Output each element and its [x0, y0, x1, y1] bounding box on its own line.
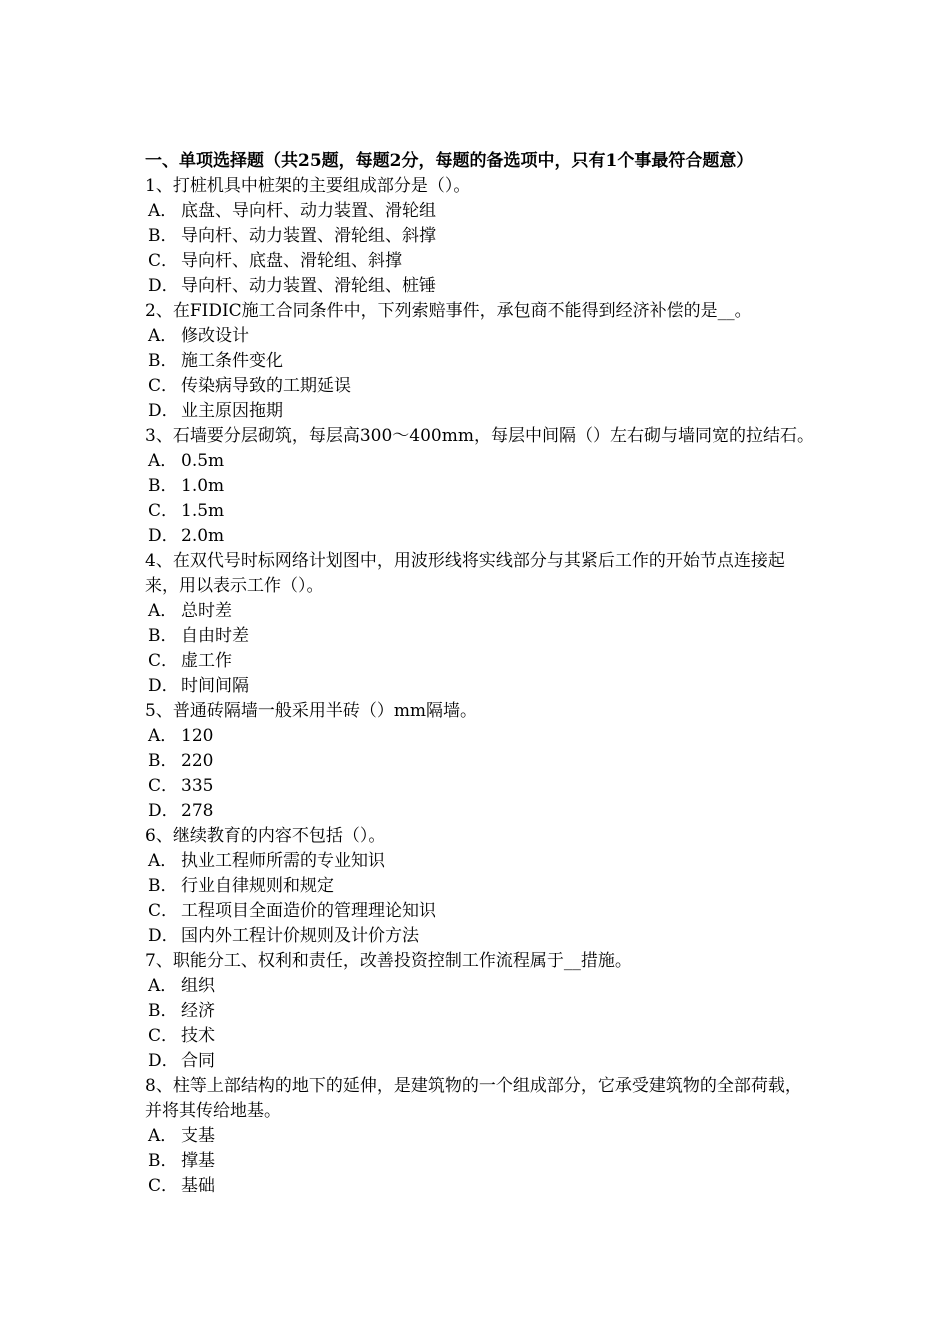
option-letter: D． [148, 276, 179, 296]
option-c [145, 374, 815, 399]
option-a [145, 599, 815, 624]
option-text: 自由时差 [181, 626, 249, 646]
option-letter: C． [148, 901, 179, 921]
option-letter: D． [148, 676, 179, 696]
option-text: 虚工作 [181, 651, 232, 671]
option-text: 工程项目全面造价的管理理论知识 [181, 901, 436, 921]
question-stem: 4、在双代号时标网络计划图中，用波形线将实线部分与其紧后工作的开始节点连接起来，用以表示工作（）。 [145, 551, 785, 596]
option-letter: B． [148, 226, 178, 246]
question-stem: 8、柱等上部结构的地下的延伸，是建筑物的一个组成部分，它承受建筑物的全部荷载，并将其传给地基。 [145, 1076, 802, 1121]
option-letter: B． [148, 351, 178, 371]
option-letter: A． [148, 976, 178, 996]
option-c [145, 499, 815, 524]
option-text: 0.5m [181, 451, 225, 471]
option-d [145, 274, 815, 299]
option-letter: A． [148, 1126, 178, 1146]
option-b [145, 749, 815, 774]
option-c [145, 899, 815, 924]
option-a [145, 449, 815, 474]
question-6 [145, 824, 815, 949]
option-letter: A． [148, 726, 178, 746]
option-letter: C． [148, 1176, 179, 1196]
option-letter: A． [148, 851, 178, 871]
option-text: 1.5m [181, 501, 225, 521]
option-letter: D． [148, 801, 179, 821]
option-text: 业主原因拖期 [181, 401, 283, 421]
option-d [145, 674, 815, 699]
option-text: 传染病导致的工期延误 [181, 376, 351, 396]
option-text: 导向杆、动力装置、滑轮组、斜撑 [181, 226, 436, 246]
option-text: 技术 [181, 1026, 215, 1046]
question-stem: 6、继续教育的内容不包括（）。 [145, 826, 386, 846]
option-a [145, 1124, 815, 1149]
option-c [145, 774, 815, 799]
option-d [145, 399, 815, 424]
option-d [145, 799, 815, 824]
option-letter: D． [148, 526, 179, 546]
question-list [145, 174, 815, 1199]
option-letter: D． [148, 926, 179, 946]
question-7 [145, 949, 815, 1074]
document-page [145, 149, 815, 1199]
option-d [145, 1049, 815, 1074]
option-text: 经济 [181, 1001, 215, 1021]
option-text: 时间间隔 [181, 676, 249, 696]
option-text: 1.0m [181, 476, 225, 496]
option-letter: C． [148, 376, 179, 396]
option-letter: C． [148, 251, 179, 271]
question-8 [145, 1074, 815, 1199]
option-text: 导向杆、动力装置、滑轮组、桩锤 [181, 276, 436, 296]
option-letter: B． [148, 751, 178, 771]
option-b [145, 349, 815, 374]
option-letter: A． [148, 451, 178, 471]
option-c [145, 249, 815, 274]
option-d [145, 924, 815, 949]
question-stem: 1、打桩机具中桩架的主要组成部分是（）。 [145, 176, 471, 196]
question-stem: 5、普通砖隔墙一般采用半砖（）mm隔墙。 [145, 701, 478, 721]
option-c [145, 1174, 815, 1199]
option-letter: B． [148, 476, 178, 496]
option-b [145, 999, 815, 1024]
option-a [145, 974, 815, 999]
option-text: 335 [181, 776, 214, 796]
option-letter: C． [148, 776, 179, 796]
option-text: 总时差 [181, 601, 232, 621]
option-d [145, 524, 815, 549]
question-stem: 7、职能分工、权利和责任，改善投资控制工作流程属于__措施。 [145, 951, 632, 971]
option-letter: C． [148, 651, 179, 671]
option-text: 导向杆、底盘、滑轮组、斜撑 [181, 251, 402, 271]
option-letter: C． [148, 1026, 179, 1046]
option-text: 修改设计 [181, 326, 249, 346]
option-text: 执业工程师所需的专业知识 [181, 851, 385, 871]
option-a [145, 199, 815, 224]
option-letter: A． [148, 601, 178, 621]
option-letter: C． [148, 501, 179, 521]
option-text: 220 [181, 751, 214, 771]
option-letter: D． [148, 401, 179, 421]
option-text: 施工条件变化 [181, 351, 283, 371]
option-text: 撑基 [181, 1151, 215, 1171]
option-text: 组织 [181, 976, 215, 996]
question-2 [145, 299, 815, 424]
question-4 [145, 549, 815, 699]
question-3 [145, 424, 815, 549]
option-a [145, 849, 815, 874]
option-letter: B． [148, 626, 178, 646]
option-b [145, 624, 815, 649]
option-letter: B． [148, 1001, 178, 1021]
option-a [145, 324, 815, 349]
section-title: 一、单项选择题（共25题，每题2分，每题的备选项中，只有1个事最符合题意） [145, 151, 754, 171]
option-b [145, 474, 815, 499]
option-b [145, 1149, 815, 1174]
option-text: 基础 [181, 1176, 215, 1196]
option-letter: A． [148, 201, 178, 221]
option-text: 合同 [181, 1051, 215, 1071]
option-letter: B． [148, 876, 178, 896]
option-text: 行业自律规则和规定 [181, 876, 334, 896]
option-letter: A． [148, 326, 178, 346]
question-stem: 3、石墙要分层砌筑，每层高300～400mm，每层中间隔（）左右砌与墙同宽的拉结石。 [145, 426, 814, 446]
option-c [145, 649, 815, 674]
option-text: 278 [181, 801, 214, 821]
option-text: 底盘、导向杆、动力装置、滑轮组 [181, 201, 436, 221]
option-letter: B． [148, 1151, 178, 1171]
option-a [145, 724, 815, 749]
option-letter: D． [148, 1051, 179, 1071]
option-c [145, 1024, 815, 1049]
option-b [145, 874, 815, 899]
option-text: 支基 [181, 1126, 215, 1146]
option-b [145, 224, 815, 249]
option-text: 120 [181, 726, 214, 746]
question-1 [145, 174, 815, 299]
question-5 [145, 699, 815, 824]
question-stem: 2、在FIDIC施工合同条件中，下列索赔事件，承包商不能得到经济补偿的是__。 [145, 301, 752, 321]
option-text: 国内外工程计价规则及计价方法 [181, 926, 419, 946]
option-text: 2.0m [181, 526, 225, 546]
